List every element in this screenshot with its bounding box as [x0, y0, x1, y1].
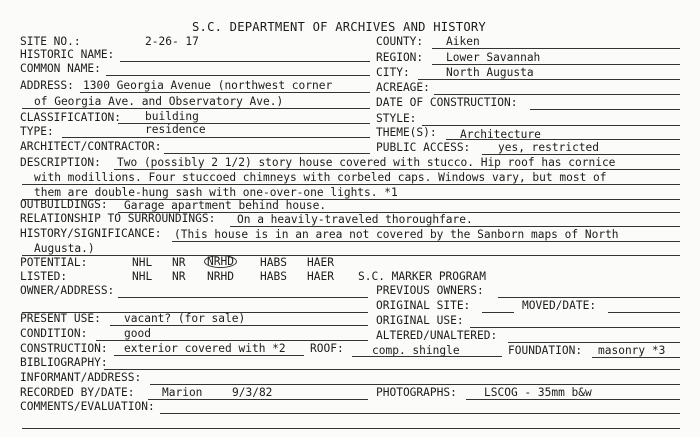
recorded-by-label: RECORDED BY/DATE: — [20, 386, 135, 399]
construction-label: CONSTRUCTION: — [20, 342, 108, 355]
address-label: ADDRESS: — [20, 79, 74, 92]
roof-label: ROOF: — [310, 342, 344, 355]
comments-line — [160, 413, 680, 414]
present-use-line — [110, 325, 368, 326]
description-value-2: with modillions. Four stuccoed chimneys with corbeled caps. Windows vary, but most of — [34, 171, 607, 184]
history-value-2: Augusta.) — [34, 242, 95, 255]
foundation-line — [592, 357, 680, 358]
description-value-1: Two (possibly 2 1/2) story house covered with stucco. Hip roof has cornice — [117, 156, 616, 169]
city-value: North Augusta — [446, 66, 534, 79]
recorded-date-value: 9/3/82 — [232, 386, 273, 399]
description-value-3: them are double-hung sash with one-over-one lights. *1 — [34, 186, 398, 199]
public-access-line — [482, 154, 680, 155]
description-line-1 — [114, 169, 680, 170]
roof-value: comp. shingle — [372, 344, 460, 357]
address-line-1 — [80, 92, 370, 93]
potential-label: POTENTIAL: — [20, 256, 88, 269]
photographs-label: PHOTOGRAPHS: — [376, 386, 457, 399]
foundation-label: FOUNDATION: — [508, 344, 583, 357]
marker-program-heading: S.C. MARKER PROGRAM — [358, 270, 486, 283]
historic-name-line — [120, 61, 370, 62]
listed-nr: NR — [172, 270, 186, 283]
city-label: CITY: — [376, 66, 410, 79]
bibliography-label: BIBLIOGRAPHY: — [20, 356, 108, 369]
previous-owners-label: PREVIOUS OWNERS: — [376, 284, 484, 297]
comments-line-2 — [22, 428, 680, 429]
listed-haer: HAER — [307, 270, 334, 283]
acreage-line — [434, 94, 680, 95]
potential-habs: HABS — [260, 256, 287, 269]
altered-label: ALTERED/UNALTERED: — [376, 329, 498, 342]
architect-label: ARCHITECT/CONTRACTOR: — [20, 140, 162, 153]
listed-label: LISTED: — [20, 270, 68, 283]
condition-label: CONDITION: — [20, 327, 88, 340]
history-label: HISTORY/SIGNIFICANCE: — [20, 227, 162, 240]
altered-line — [508, 342, 680, 343]
original-site-line — [482, 312, 514, 313]
region-line — [432, 64, 680, 65]
description-line-2 — [22, 184, 680, 185]
previous-owners-line — [498, 297, 680, 298]
potential-nr: NR — [172, 256, 186, 269]
themes-value: Architecture — [460, 128, 541, 141]
classification-value: building — [145, 110, 199, 123]
common-name-line — [106, 75, 370, 76]
comments-label: COMMENTS/EVALUATION: — [20, 400, 155, 413]
relationship-value: On a heavily-traveled thoroughfare. — [237, 213, 473, 226]
site-no-label: SITE NO.: — [20, 35, 81, 48]
present-use-value: vacant? (for sale) — [124, 312, 246, 325]
historic-name-label: HISTORIC NAME: — [20, 48, 115, 61]
public-access-label: PUBLIC ACCESS: — [376, 141, 471, 154]
site-no-value: 2-26- 17 — [145, 35, 199, 48]
address-line-2 — [22, 108, 370, 109]
roof-line — [352, 356, 502, 357]
informant-label: INFORMANT/ADDRESS: — [20, 371, 142, 384]
county-label: COUNTY: — [376, 35, 424, 48]
style-label: STYLE: — [376, 112, 417, 125]
bibliography-line — [104, 369, 680, 370]
history-value-1: (This house is in an area not covered by the Sanborn maps of North — [174, 228, 619, 241]
original-use-line — [470, 327, 680, 328]
county-value: Aiken — [446, 35, 480, 48]
potential-nrhd-circled: NRHD — [204, 255, 237, 268]
city-line — [418, 79, 680, 80]
style-line — [422, 125, 680, 126]
architect-line — [164, 153, 370, 154]
photographs-value: LSCOG - 35mm b&w — [484, 386, 592, 399]
history-line-2 — [22, 255, 680, 256]
outbuildings-label: OUTBUILDINGS: — [20, 198, 108, 211]
condition-line — [96, 340, 368, 341]
history-line-1 — [172, 241, 680, 242]
condition-value: good — [124, 327, 151, 340]
original-use-label: ORIGINAL USE: — [376, 314, 464, 327]
construction-value: exterior covered with *2 — [124, 342, 286, 355]
description-label: DESCRIPTION: — [20, 156, 101, 169]
listed-nrhd: NRHD — [207, 270, 234, 283]
type-line — [62, 137, 370, 138]
relationship-label: RELATIONSHIP TO SURROUNDINGS: — [20, 212, 216, 225]
address-value-1: 1300 Georgia Avenue (northwest corner — [83, 79, 333, 92]
common-name-label: COMMON NAME: — [20, 62, 101, 75]
region-value: Lower Savannah — [446, 51, 541, 64]
photographs-line — [466, 399, 680, 400]
county-line — [432, 48, 680, 49]
themes-label: THEME(S): — [376, 126, 437, 139]
listed-habs: HABS — [260, 270, 287, 283]
recorded-by-value: Marion — [162, 386, 203, 399]
type-value: residence — [145, 123, 206, 136]
potential-nhl: NHL — [132, 256, 153, 269]
construction-line — [114, 355, 304, 356]
foundation-value: masonry *3 — [598, 344, 666, 357]
potential-haer: HAER — [307, 256, 334, 269]
form-title: S.C. DEPARTMENT OF ARCHIVES AND HISTORY — [192, 20, 486, 34]
owner-address-line — [118, 297, 368, 298]
present-use-label: PRESENT USE: — [20, 312, 101, 325]
informant-line — [150, 384, 680, 385]
type-label: TYPE: — [20, 125, 54, 138]
moved-date-line — [608, 312, 680, 313]
region-label: REGION: — [376, 51, 424, 64]
description-line-3 — [22, 199, 680, 200]
acreage-label: ACREAGE: — [376, 81, 430, 94]
outbuildings-value: Garage apartment behind house. — [124, 199, 327, 212]
moved-date-label: MOVED/DATE: — [522, 299, 597, 312]
classification-label: CLASSIFICATION: — [20, 111, 122, 124]
themes-line — [446, 139, 680, 140]
address-value-2: of Georgia Ave. and Observatory Ave.) — [34, 95, 284, 108]
date-of-construction-line — [530, 109, 680, 110]
listed-nhl: NHL — [132, 270, 153, 283]
owner-address-label: OWNER/ADDRESS: — [20, 284, 115, 297]
recorded-by-line — [148, 399, 368, 400]
relationship-line — [230, 226, 680, 227]
original-site-label: ORIGINAL SITE: — [376, 299, 471, 312]
date-of-construction-label: DATE OF CONSTRUCTION: — [376, 96, 518, 109]
public-access-value: yes, restricted — [498, 141, 600, 154]
